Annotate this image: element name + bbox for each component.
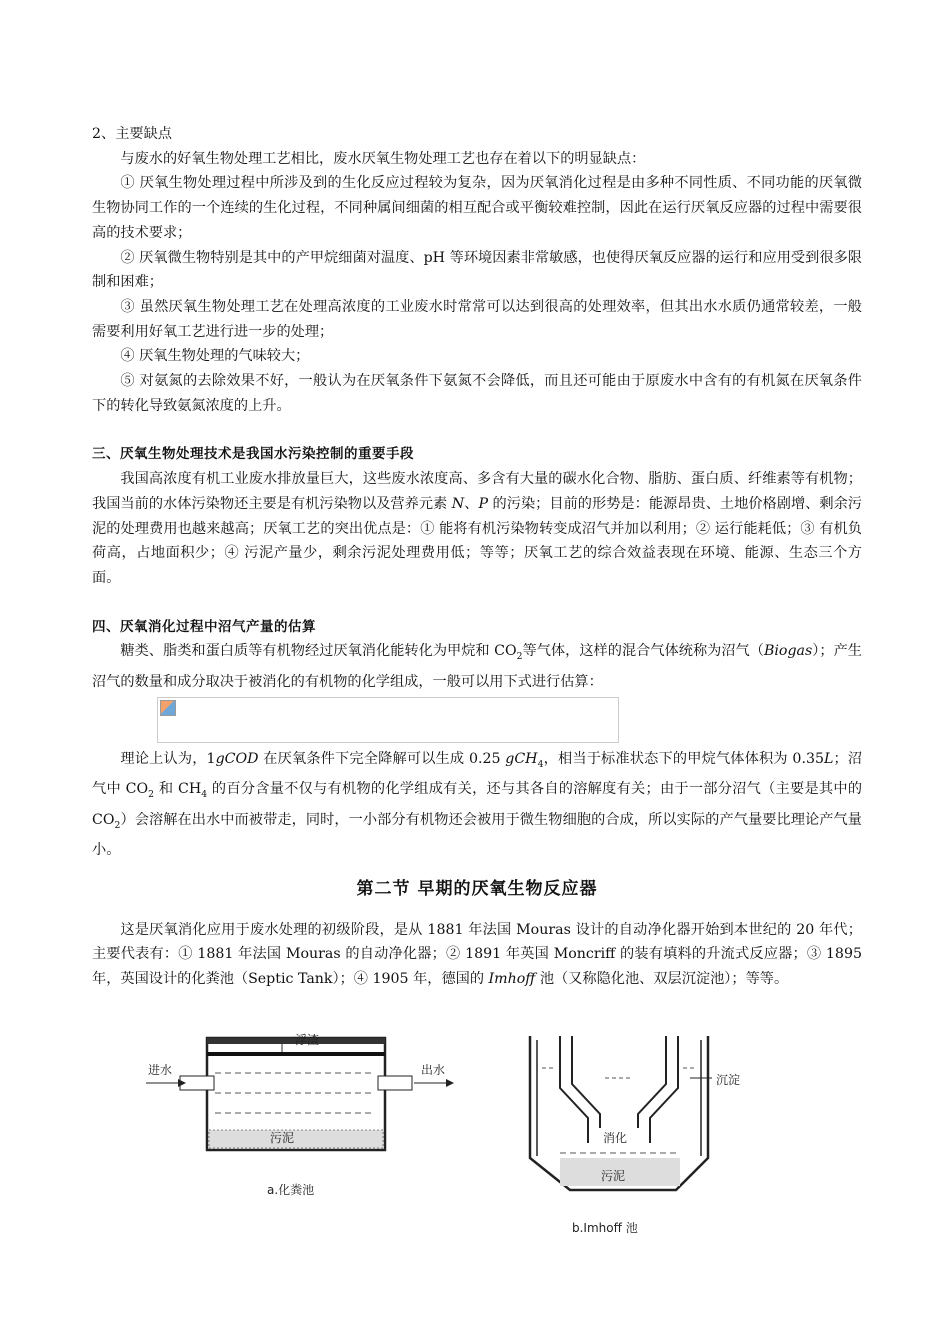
- figure-a: [146, 1032, 454, 1197]
- septic-tank-diagram: [0, 1018, 950, 1248]
- label-sludge-b: 污泥: [601, 1169, 626, 1183]
- list-item: ③ 虽然厌氧生物处理工艺在处理高浓度的工业废水时常常可以达到很高的处理效率，但其出水水质仍通常较差，一般需要利用好氧工艺进行进一步的处理；: [92, 298, 862, 340]
- label-digest: 消化: [603, 1131, 628, 1145]
- caption-a: a.化粪池: [267, 1183, 315, 1197]
- section-heading-importance: 三、厌氧生物处理技术是我国水污染控制的重要手段: [92, 446, 414, 463]
- paragraph-biogas: 糖类、脂类和蛋白质等有机物经过厌氧消化能转化为甲烷和 $CO_2$等气体，这样的混合气体统称为沼气（Biogas）；产生沼气的数量和成分取决于被消化的有机物的化学组成，一般可以用下式进行估算：: [92, 643, 862, 690]
- label-outlet: 出水: [421, 1063, 446, 1077]
- label-settle: 沉淀: [716, 1073, 741, 1087]
- label-inlet: 进水: [148, 1063, 173, 1077]
- figures: [0, 1018, 950, 1248]
- paragraph-theory: 理论上认为，1gCOD 在厌氧条件下完全降解可以生成 0.25 gCH$_4$，相当于标准状态下的甲烷气体体积为 0.35L；沼气中 $CO_2$ 和 $CH_4$ 的百分含量不仅与有机物的化学组成有关，还与其各自的溶解度有关；由于一部分沼气（主要是其中的 $CO_2$）会溶解在出水中而被带走，同时，一小部分有机物还会被用于微生物细胞的合成，所以实际的产气量要比理论产气量小。: [92, 750, 863, 859]
- document-body: [92, 122, 862, 992]
- list-item: ① 厌氧生物处理过程中所涉及到的生化反应过程较为复杂，因为厌氧消化过程是由多种不同性质、不同功能的厌氧微生物协同工作的一个连续的生化过程，不同种属间细菌的相互配合或平衡较难控制，因此在运行厌氧反应器的过程中需要很高的技术要求；: [92, 175, 862, 241]
- caption-b: b.Imhoff 池: [572, 1221, 638, 1235]
- paragraph-importance: 我国高浓度有机工业废水排放量巨大，这些废水浓度高、多含有大量的碳水化合物、脂肪、蛋白质、纤维素等有机物；我国当前的水体污染物还主要是有机污染物以及营养元素 N、P 的污染；目前的形势是：能源昂贵、土地价格剧增、剩余污泥的处理费用也越来越高；厌氧工艺的突出优点是：① 能将有机污染物转变成沼气并加以利用；② 运行能耗低；③ 有机负荷高，占地面积少；④ 污泥产量少，剩余污泥处理费用低；等等；厌氧工艺的综合效益表现在环境、能源、生态三个方面。: [92, 471, 862, 586]
- section-heading-biogas: 四、厌氧消化过程中沼气产量的估算: [92, 618, 316, 635]
- broken-image-icon: [160, 700, 176, 716]
- list-item: ② 厌氧微生物特别是其中的产甲烷细菌对温度、pH 等环境因素非常敏感，也使得厌氧反应器的运行和应用受到很多限制和困难；: [92, 249, 862, 291]
- equation-image-placeholder: [157, 697, 619, 743]
- paragraph-early-reactors: 这是厌氧消化应用于废水处理的初级阶段，是从 1881 年法国 Mouras 设计的自动净化器开始到本世纪的 20 年代；主要代表有：① 1881 年法国 Mouras 的自动净化器；② 1891 年英国 Moncriff 的装有填料的升流式反应器；③ 1895 年，英国设计的化粪池（Septic Tank）；④ 1905 年，德国的 Imhoff 池（又称隐化池、双层沉淀池）；等等。: [92, 921, 862, 987]
- section-title: 第二节 早期的厌氧生物反应器: [356, 878, 598, 899]
- label-sludge-a: 污泥: [270, 1131, 295, 1145]
- list-item: ④ 厌氧生物处理的气味较大；: [120, 348, 310, 365]
- list-item: ⑤ 对氨氮的去除效果不好，一般认为在厌氧条件下氨氮不会降低，而且还可能由于原废水中含有的有机氮在厌氧条件下的转化导致氨氮浓度的上升。: [92, 373, 862, 414]
- label-scum: 浮渣: [295, 1033, 320, 1047]
- paragraph-intro: 与废水的好氧生物处理工艺相比，废水厌氧生物处理工艺也存在着以下的明显缺点：: [120, 150, 646, 167]
- figure-b: [530, 1036, 740, 1235]
- section-heading-defects: 2、主要缺点: [92, 126, 172, 142]
